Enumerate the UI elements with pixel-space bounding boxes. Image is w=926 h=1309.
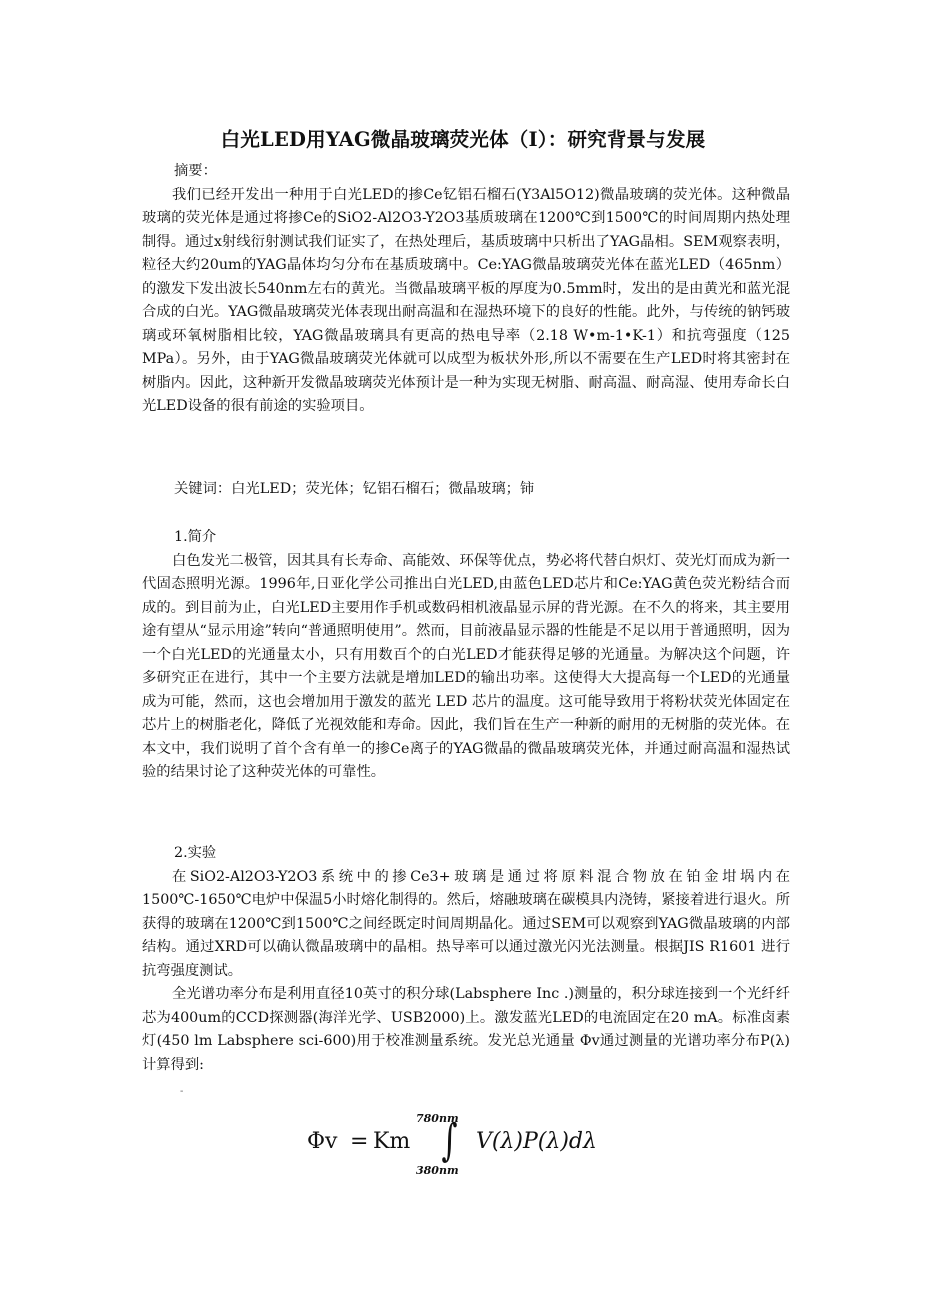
formula-integrand: V(λ)P(λ)dλ xyxy=(476,1129,597,1154)
section-heading-introduction: 1.简介 xyxy=(174,529,217,545)
abstract-label: 摘要： xyxy=(174,163,217,179)
keywords-text: 关键词：白光LED；荧光体；钇铝石榴石；微晶玻璃；铈 xyxy=(174,481,535,497)
experiment-paragraph-1: 在SiO2-Al2O3-Y2O3系统中的掺Ce3+玻璃是通过将原料混合物放在铂金坩埚内在1500℃-1650℃电炉中保温5小时熔化制得的。然后，熔融玻璃在碳模具内浇铸，紧接着进行退火。所获得的玻璃在1200℃到1500℃之间经既定时间周期晶化。通过SEM可以观察到YAG微晶玻璃的内部结构。通过XRD可以确认微晶玻璃中的晶相。热导率可以通过激光闪光法测量。根据JIS R1601 进行抗弯强度测试。 xyxy=(142,868,790,979)
integral-lower-limit: 380nm xyxy=(416,1164,459,1177)
abstract-text: 我们已经开发出一种用于白光LED的掺Ce钇铝石榴石(Y3Al5O12)微晶玻璃的荧光体。这种微晶玻璃的荧光体是通过将掺Ce的SiO2-Al2O3-Y2O3基质玻璃在1200℃到1500℃的时间周期内热处理制得。通过x射线衍射测试我们证实了，在热处理后，基质玻璃中只析出了YAG晶相。SEM观察表明，粒径大约20um的YAG晶体均匀分布在基质玻璃中。Ce:YAG微晶玻璃荧光体在蓝光LED（465nm）的激发下发出波长540nm左右的黄光。当微晶玻璃平板的厚度为0.5mm时，发出的是由黄光和蓝光混合成的白光。YAG微晶玻璃荧光体表现出耐高温和在湿热环境下的良好的性能。此外，与传统的钠钙玻璃或环氧树脂相比较，YAG微晶玻璃具有更高的热电导率（2.18 W•m-1•K-1）和抗弯强度（125 MPa）。另外，由于YAG微晶玻璃荧光体就可以成型为板状外形,所以不需要在生产LED时将其密封在树脂内。因此，这种新开发微晶玻璃荧光体预计是一种为实现无树脂、耐高温、耐高湿、使用寿命长白光LED设备的很有前途的实验项目。 xyxy=(142,186,790,414)
keywords-section xyxy=(142,478,790,502)
integral-upper-limit: 780nm xyxy=(416,1112,459,1125)
integral-sign: ∫ xyxy=(441,1115,458,1166)
experiment-paragraph-2: 全光谱功率分布是利用直径10英寸的积分球(Labsphere Inc .)测量的，积分球连接到一个光纤纤芯为400um的CCD探测器(海洋光学、USB2000)上。激发蓝光LED的电流固定在20 mA。标准卤素灯(450 lm Labsphere sci-600)用于校准测量系统。发光总光通量 Φv通过测量的光谱功率分布P(λ)计算得到: xyxy=(142,986,790,1073)
formula-constant: Km xyxy=(373,1129,411,1154)
section-heading-experiment: 2.实验 xyxy=(174,845,217,861)
formula-equals: = xyxy=(350,1129,369,1154)
luminous-flux-formula xyxy=(300,1112,680,1182)
experiment-section xyxy=(142,842,790,1077)
introduction-text: 白色发光二极管，因其具有长寿命、高能效、环保等优点，势必将代替白炽灯、荧光灯而成为新一代固态照明光源。1996年,日亚化学公司推出白光LED,由蓝色LED芯片和Ce:YAG黄色荧光粉结合而成的。到目前为止，白光LED主要用作手机或数码相机液晶显示屏的背光源。在不久的将来，其主要用途有望从“显示用途”转向“普通照明使用”。然而，目前液晶显示器的性能是不足以用于普通照明，因为一个白光LED的光通量太小，只有用数百个的白光LED才能获得足够的光通量。为解决这个问题，许多研究正在进行，其中一个主要方法就是增加LED的输出功率。这使得大大提高每一个LED的光通量成为可能，然而，这也会增加用于激发的蓝光 LED 芯片的温度。这可能导致用于将粉状荧光体固定在芯片上的树脂老化，降低了光视效能和寿命。因此，我们旨在生产一种新的耐用的无树脂的荧光体。在本文中，我们说明了首个含有单一的掺Ce离子的YAG微晶的微晶玻璃荧光体，并通过耐高温和湿热试验的结果讨论了这种荧光体的可靠性。 xyxy=(142,552,790,780)
stray-mark: - xyxy=(180,1086,184,1097)
paper-title: 白光LED用YAG微晶玻璃荧光体（I）：研究背景与发展 xyxy=(220,128,706,151)
introduction-section xyxy=(142,526,790,785)
abstract-section xyxy=(142,160,790,419)
formula-lhs: Φv xyxy=(307,1129,338,1154)
